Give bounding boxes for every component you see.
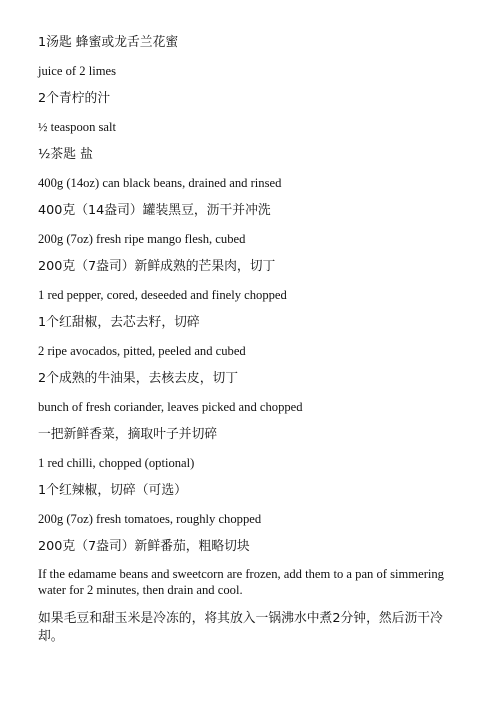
ingredient-mango-en: 200g (7oz) fresh ripe mango flesh, cubed — [38, 232, 246, 246]
instruction-edamame-zh: 如果毛豆和甜玉米是冷冻的，将其放入一锅沸水中煮2分钟，然后沥干冷却。 — [38, 611, 443, 644]
ingredient-salt-en: ½ teaspoon salt — [38, 120, 116, 134]
ingredient-black-beans-en: 400g (14oz) can black beans, drained and rinsed — [38, 176, 282, 190]
ingredient-black-beans-zh: 400克（14盎司）罐装黑豆，沥干并冲洗 — [38, 203, 271, 218]
ingredient-tomatoes-en: 200g (7oz) fresh tomatoes, roughly chopped — [38, 512, 262, 526]
ingredient-lime-juice-en: juice of 2 limes — [38, 64, 116, 78]
ingredient-chilli-en: 1 red chilli, chopped (optional) — [38, 456, 195, 470]
ingredient-lime-juice-zh: 2个青柠的汁 — [38, 91, 111, 106]
ingredient-avocados-en: 2 ripe avocados, pitted, peeled and cubed — [38, 344, 246, 358]
ingredient-chilli-zh: 1个红辣椒，切碎（可选） — [38, 483, 187, 498]
recipe-document — [38, 34, 468, 646]
ingredient-coriander-zh: 一把新鲜香菜，摘取叶子并切碎 — [38, 427, 218, 442]
ingredient-red-pepper-en: 1 red pepper, cored, deseeded and finely chopped — [38, 288, 287, 302]
ingredient-tomatoes-zh: 200克（7盎司）新鲜番茄，粗略切块 — [38, 539, 250, 554]
ingredient-salt-zh: ½茶匙 盐 — [38, 147, 93, 162]
ingredient-red-pepper-zh: 1个红甜椒，去芯去籽，切碎 — [38, 315, 200, 330]
instruction-edamame-en: If the edamame beans and sweetcorn are frozen, add them to a pan of simmering water for 2 minutes, then drain and cool. — [38, 567, 444, 597]
ingredient-honey-zh: 1汤匙 蜂蜜或龙舌兰花蜜 — [38, 35, 179, 50]
ingredient-mango-zh: 200克（7盎司）新鲜成熟的芒果肉，切丁 — [38, 259, 276, 274]
ingredient-avocados-zh: 2个成熟的牛油果，去核去皮，切丁 — [38, 371, 239, 386]
ingredient-coriander-en: bunch of fresh coriander, leaves picked and chopped — [38, 400, 303, 414]
